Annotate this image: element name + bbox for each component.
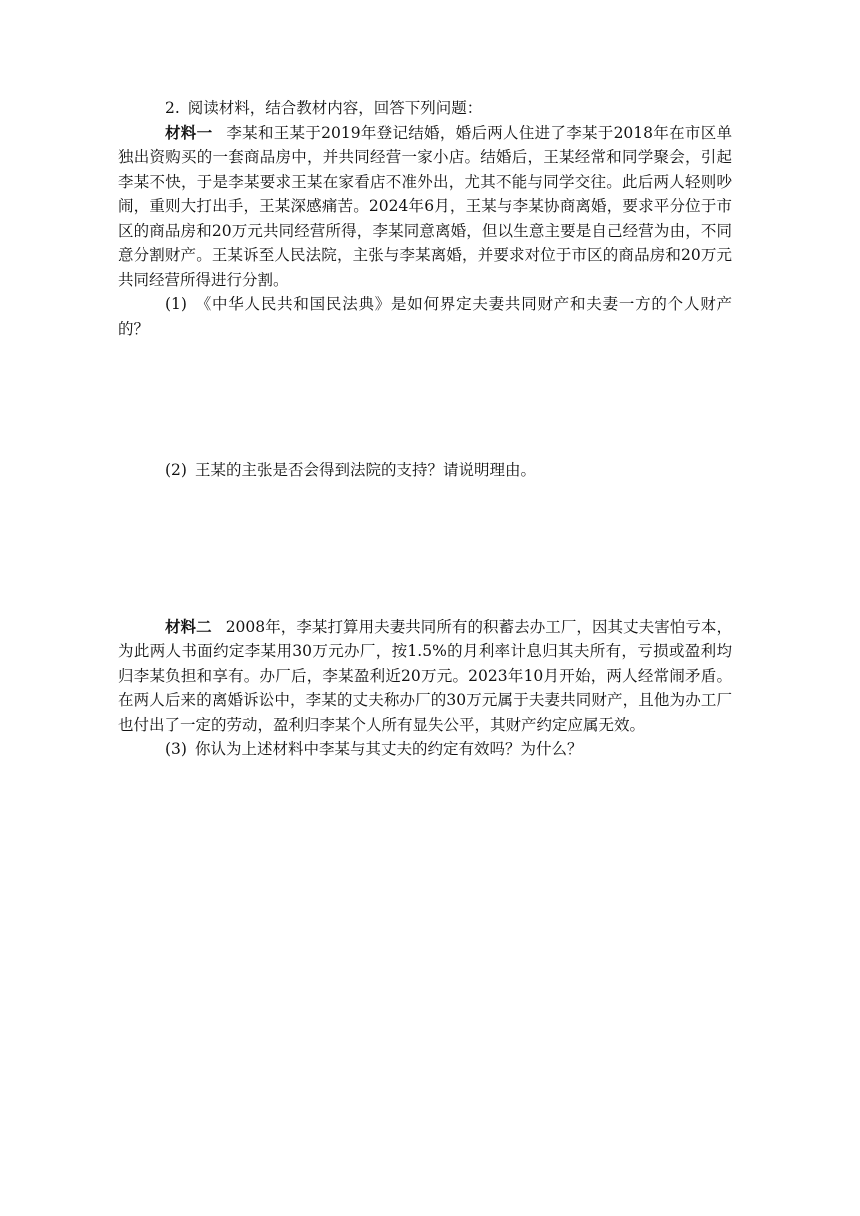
sub-question-1	[118, 292, 732, 341]
question-number: 2.	[165, 99, 180, 117]
sub-question-3-text: 你认为上述材料中李某与其丈夫的约定有效吗？为什么？	[194, 740, 583, 758]
sub-question-1-number: (1)	[165, 295, 187, 313]
sub-question-3	[118, 737, 732, 762]
material-two-label: 材料二	[165, 616, 212, 636]
question-prompt	[118, 96, 732, 121]
sub-question-2	[118, 458, 732, 483]
material-one-label: 材料一	[165, 122, 213, 142]
material-one-paragraph	[118, 121, 732, 293]
sub-question-2-text: 王某的主张是否会得到法院的支持？请说明理由。	[194, 461, 536, 479]
question-content	[118, 96, 732, 762]
sub-question-2-number: (2)	[165, 461, 187, 479]
question-prompt-text: 阅读材料，结合教材内容，回答下列问题：	[187, 99, 483, 117]
material-two-paragraph	[118, 615, 732, 738]
sub-question-1-text: 《中华人民共和国民法典》是如何界定夫妻共同财产和夫妻一方的个人财产的？	[118, 295, 732, 338]
sub-question-3-number: (3)	[165, 740, 187, 758]
answer-space-2[interactable]	[118, 483, 732, 615]
material-two-text: 2008年，李某打算用夫妻共同所有的积蓄去办工厂，因其丈夫害怕亏本，为此两人书面约定李某用30万元办厂，按1.5%的月利率计息归其夫所有，亏损或盈利均归李某负担和享有。办厂后，李某盈利近20万元。2023年10月开始，两人经常闹矛盾。在两人后来的离婚诉讼中，李某的丈夫称办厂的30万元属于夫妻共同财产，且他为办工厂也付出了一定的劳动，盈利归李某个人所有显失公平，其财产约定应属无效。	[118, 617, 732, 734]
material-one-text: 李某和王某于2019年登记结婚，婚后两人住进了李某于2018年在市区单独出资购买的一套商品房中，并共同经营一家小店。结婚后，王某经常和同学聚会，引起李某不快，于是李某要求王某在家看店不准外出，尤其不能与同学交往。此后两人轻则吵闹，重则大打出手，王某深感痛苦。2024年6月，王某与李某协商离婚，要求平分位于市区的商品房和20万元共同经营所得，李某同意离婚，但以生意主要是自己经营为由，不同意分割财产。王某诉至人民法院，主张与李某离婚，并要求对位于市区的商品房和20万元共同经营所得进行分割。	[118, 123, 732, 289]
answer-space-1[interactable]	[118, 341, 732, 458]
